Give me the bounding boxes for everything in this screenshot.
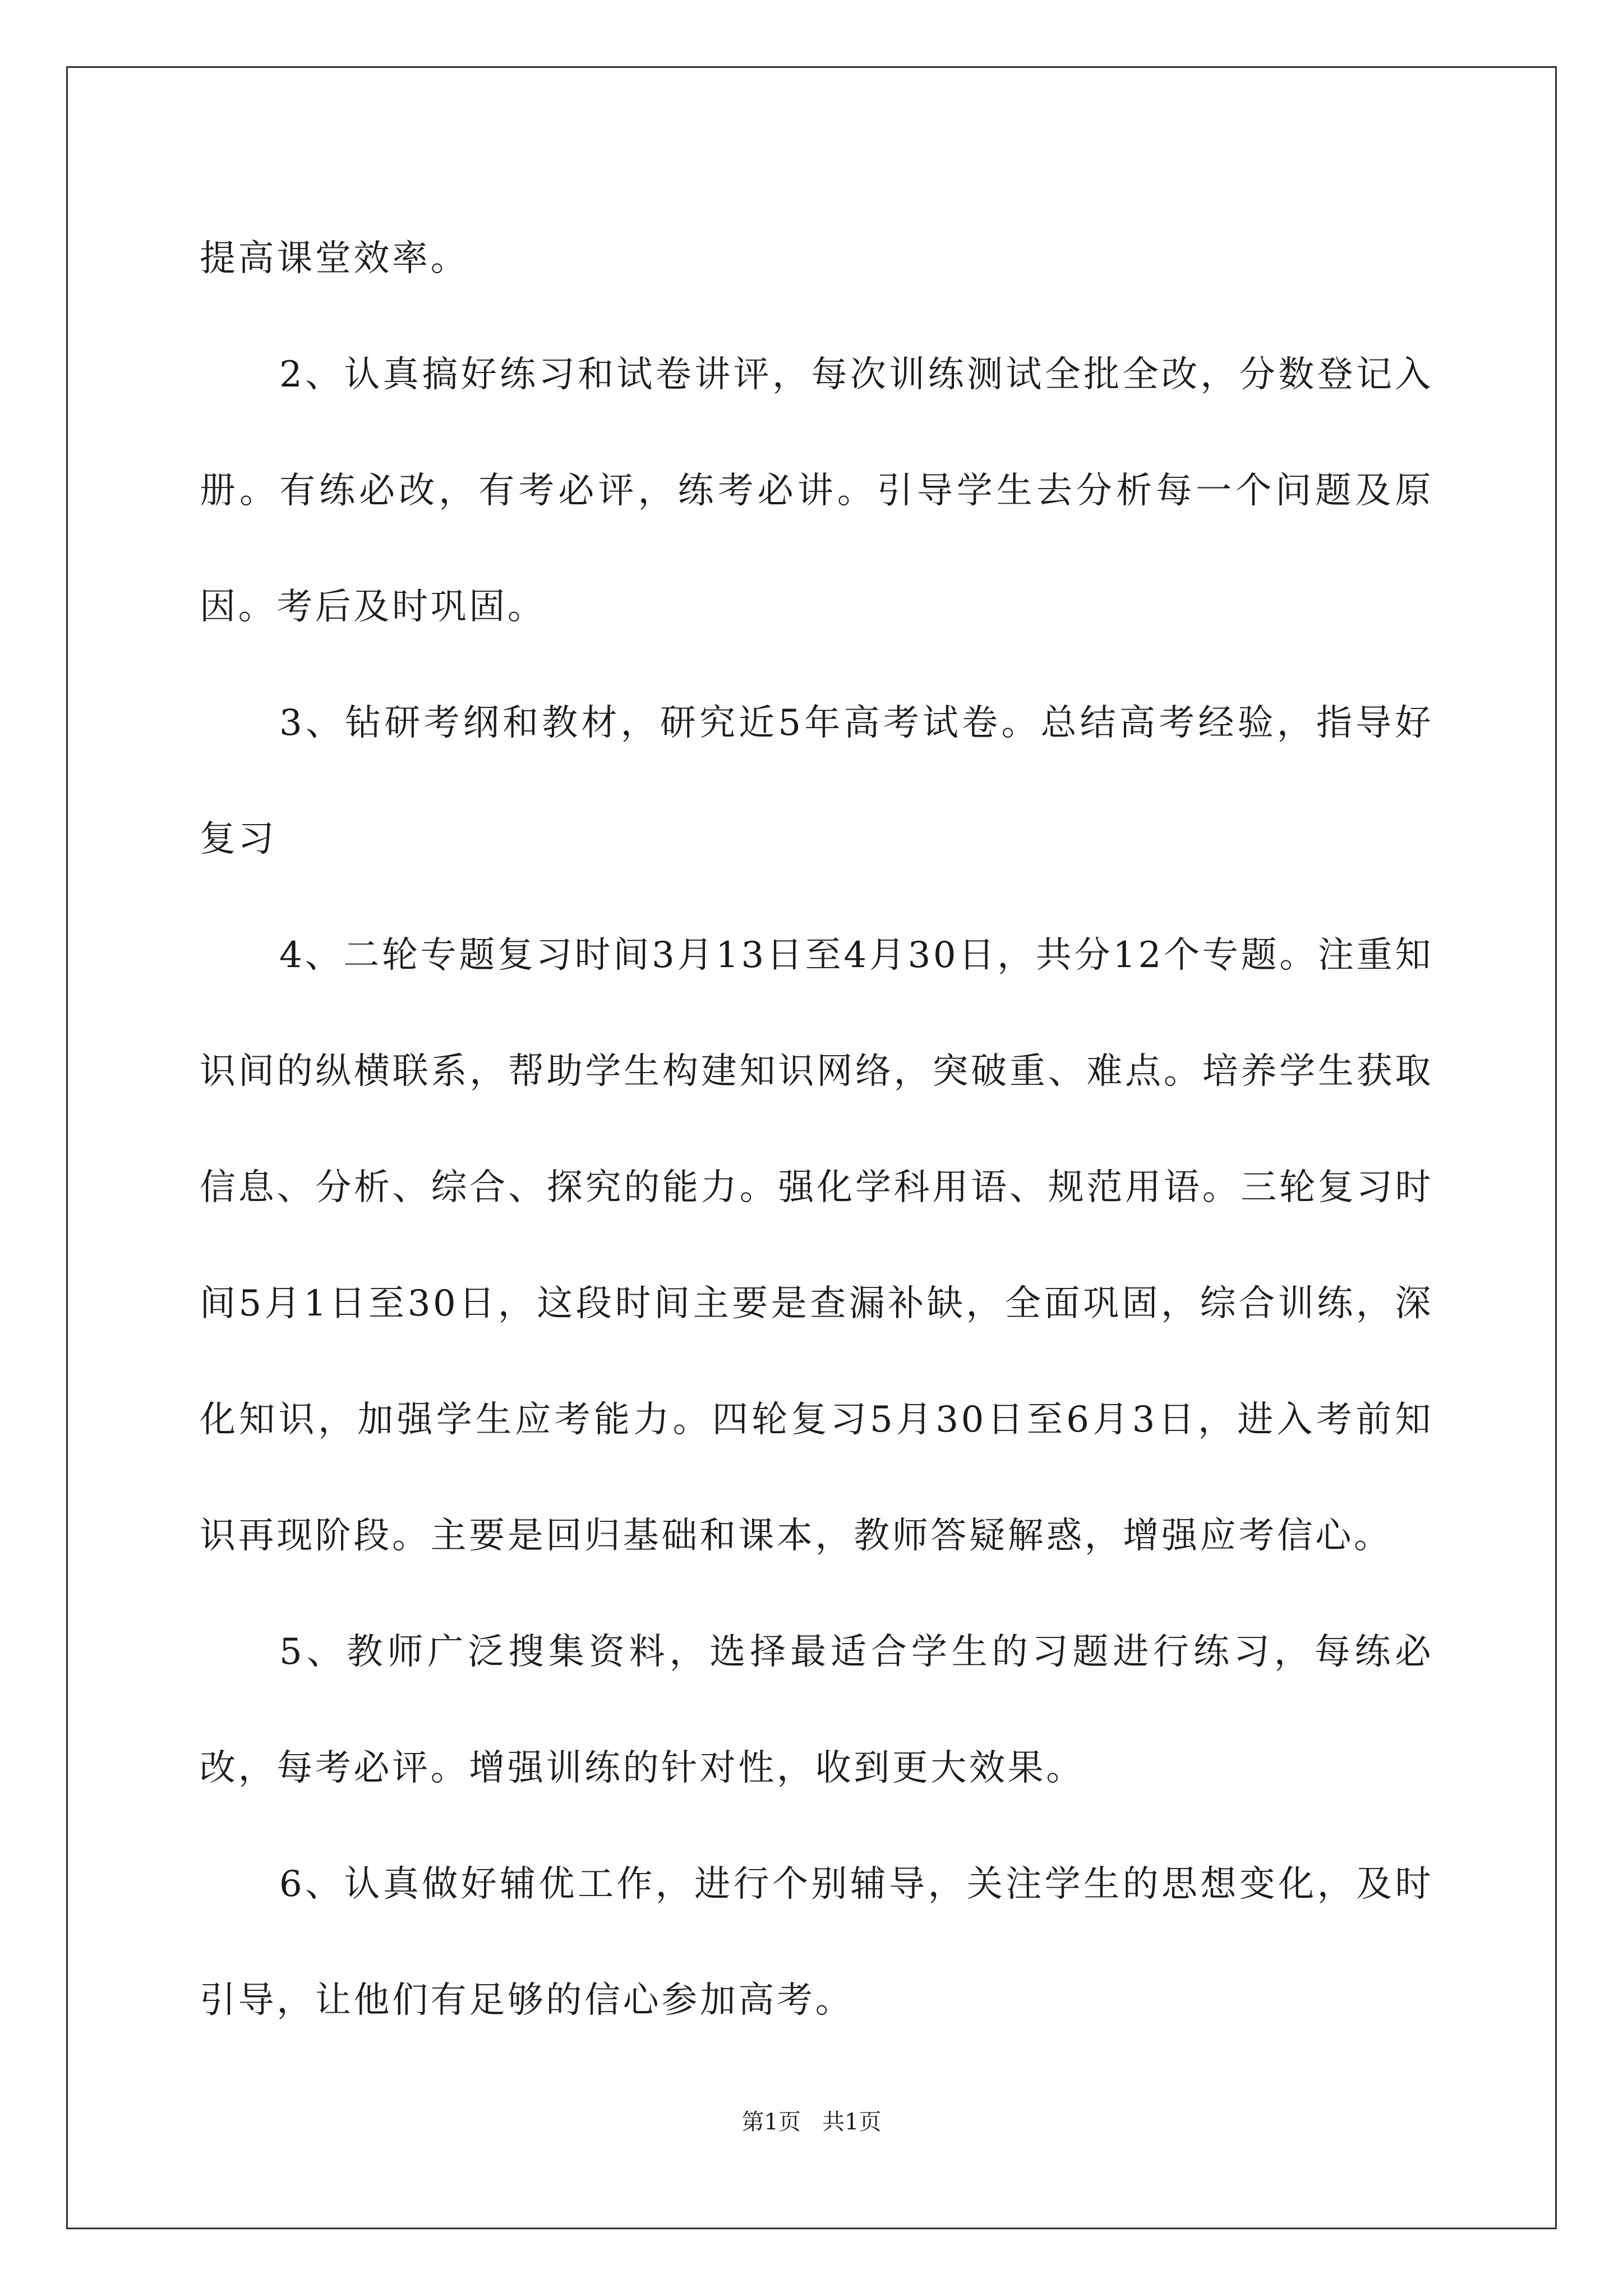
paragraph-item-5: 5、教师广泛搜集资料，选择最适合学生的习题进行练习，每练必改，每考必评。增强训练的针对性，收到更大效果。 — [200, 1631, 1433, 1789]
paragraph-item-2: 2、认真搞好练习和试卷讲评，每次训练测试全批全改，分数登记入册。有练必改，有考必评，练考必讲。引导学生去分析每一个问题及原因。考后及时巩固。 — [200, 354, 1433, 628]
paragraph-item-4: 4、二轮专题复习时间3月13日至4月30日，共分12个专题。注重知识间的纵横联系，帮助学生构建知识网络，突破重、难点。培养学生获取信息、分析、综合、探究的能力。强化学科用语、规范用语。三轮复习时间5月1日至30日，这段时间主要是查漏补缺，全面巩固，综合训练，深化知识，加强学生应考能力。四轮复习5月30日至6月3日，进入考前知识再现阶段。主要是回归基础和课本，教师答疑解惑，增强应考信心。 — [200, 935, 1433, 1557]
paragraph-continuation: 提高课堂效率。 — [200, 238, 469, 279]
paragraph-item-6: 6、认真做好辅优工作，进行个别辅导，关注学生的思想变化，及时引导，让他们有足够的信心参加高考。 — [200, 1864, 1433, 2021]
document-body — [200, 201, 1433, 2059]
page-number: 第1页 共1页 — [741, 2109, 882, 2135]
paragraph-item-3: 3、钻研考纲和教材，研究近5年高考试卷。总结高考经验，指导好复习 — [200, 702, 1433, 860]
